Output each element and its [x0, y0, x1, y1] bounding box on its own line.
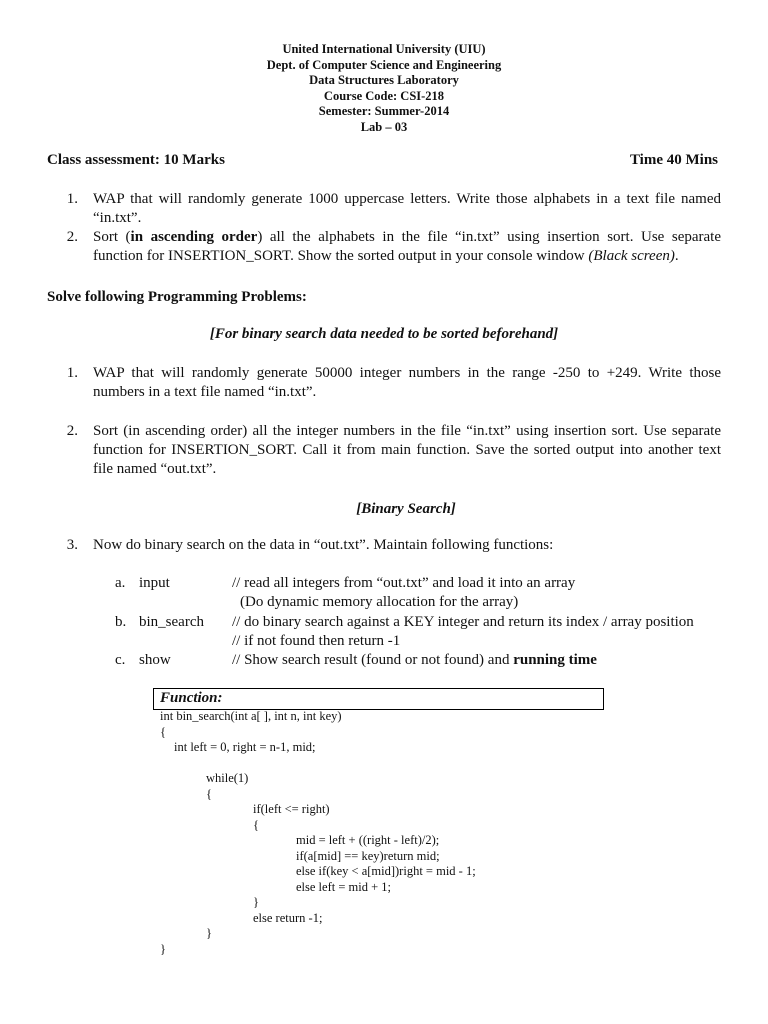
code-line: { [160, 724, 166, 739]
code-line: else if(key < a[mid])right = mid - 1; [296, 864, 476, 878]
function-c-desc [232, 651, 597, 670]
function-b-desc-2: // if not found then return -1 [232, 633, 401, 649]
problems-heading: Solve following Programming Problems: [47, 289, 307, 305]
code-line: int left = 0, right = n-1, mid; [174, 740, 316, 754]
function-a-desc-2: (Do dynamic memory allocation for the array) [240, 594, 519, 610]
course-code: Course Code: CSI-218 [323, 88, 445, 103]
problem-1-line-1: WAP that will randomly generate 50000 integer numbers in the range -250 to +249. Write those [93, 365, 721, 381]
assessment-time: Time 40 Mins [629, 152, 718, 168]
university-name: United International University (UIU) [282, 42, 486, 56]
bold-text: running time [513, 652, 597, 668]
code-line: } [253, 895, 259, 909]
function-b-letter: b. [115, 614, 127, 630]
assessment-item-2-number: 2. [66, 229, 78, 245]
assessment-item-1-line-2: “in.txt”. [93, 210, 142, 226]
semester: Semester: Summer-2014 [318, 104, 450, 118]
code-line: else return -1; [253, 910, 323, 925]
assessment-item-2-line-2 [93, 247, 679, 266]
function-a-name: input [139, 575, 170, 591]
function-b-desc: // do binary search against a KEY integer and return its index / array position [232, 614, 694, 630]
text-segment: Sort ( [93, 229, 131, 245]
code-line: } [160, 941, 166, 956]
function-a-desc: // read all integers from “out.txt” and load it into an array [232, 575, 576, 591]
code-line: int bin_search(int a[ ], int n, int key) [160, 709, 342, 723]
text-segment: ) all the alphabets in the file “in.txt” using insertion sort. Use separate [257, 229, 722, 245]
lab-name: Data Structures Laboratory [309, 73, 459, 87]
binary-search-note: [For binary search data needed to be sorted beforehand] [209, 326, 559, 342]
code-line: else left = mid + 1; [296, 879, 391, 894]
function-label: Function: [160, 690, 223, 706]
binary-search-heading: [Binary Search] [356, 501, 456, 517]
bold-text: in ascending order [130, 229, 258, 245]
problem-2-line-2: function for INSERTION_SORT. Call it from main function. Save the sorted output into another text [93, 442, 721, 458]
italic-text: (Black screen) [588, 248, 675, 264]
assessment-item-1-number: 1. [66, 191, 78, 207]
problem-3-number: 3. [66, 537, 78, 553]
problem-2-number: 2. [66, 423, 78, 439]
text-segment: // Show search result (found or not found) and [232, 652, 514, 668]
function-c-letter: c. [115, 652, 126, 668]
code-line: if(left <= right) [253, 802, 330, 816]
department-name: Dept. of Computer Science and Engineering [266, 57, 502, 72]
lab-number: Lab – 03 [360, 119, 408, 134]
problem-1-number: 1. [66, 365, 78, 381]
problem-2-line-1: Sort (in ascending order) all the integer numbers in the file “in.txt” using insertion sort. Use separate [93, 423, 721, 439]
text-segment: function for INSERTION_SORT. Show the sorted output in your console window [93, 248, 589, 264]
problem-1-line-2: numbers in a text file named “in.txt”. [93, 384, 317, 400]
code-line: { [206, 786, 212, 801]
function-c-name: show [139, 652, 171, 668]
function-b-name: bin_search [139, 614, 204, 630]
code-block [160, 709, 476, 957]
code-line: } [206, 926, 212, 940]
assessment-item-2-line-1 [93, 228, 721, 247]
document-header [0, 42, 768, 135]
assessment-marks: Class assessment: 10 Marks [47, 152, 225, 168]
code-line: if(a[mid] == key)return mid; [296, 848, 440, 863]
problem-3-text: Now do binary search on the data in “out.txt”. Maintain following functions: [93, 537, 554, 553]
code-line [160, 756, 476, 772]
code-line: while(1) [206, 771, 249, 785]
assessment-item-1-line-1: WAP that will randomly generate 1000 uppercase letters. Write those alphabets in a text file named [93, 191, 721, 207]
text-segment: . [674, 248, 679, 264]
problem-2-line-3: file named “out.txt”. [93, 461, 217, 477]
code-line: { [253, 817, 259, 832]
function-label-box [153, 688, 604, 710]
function-a-letter: a. [115, 575, 126, 591]
code-line: mid = left + ((right - left)/2); [296, 833, 440, 847]
